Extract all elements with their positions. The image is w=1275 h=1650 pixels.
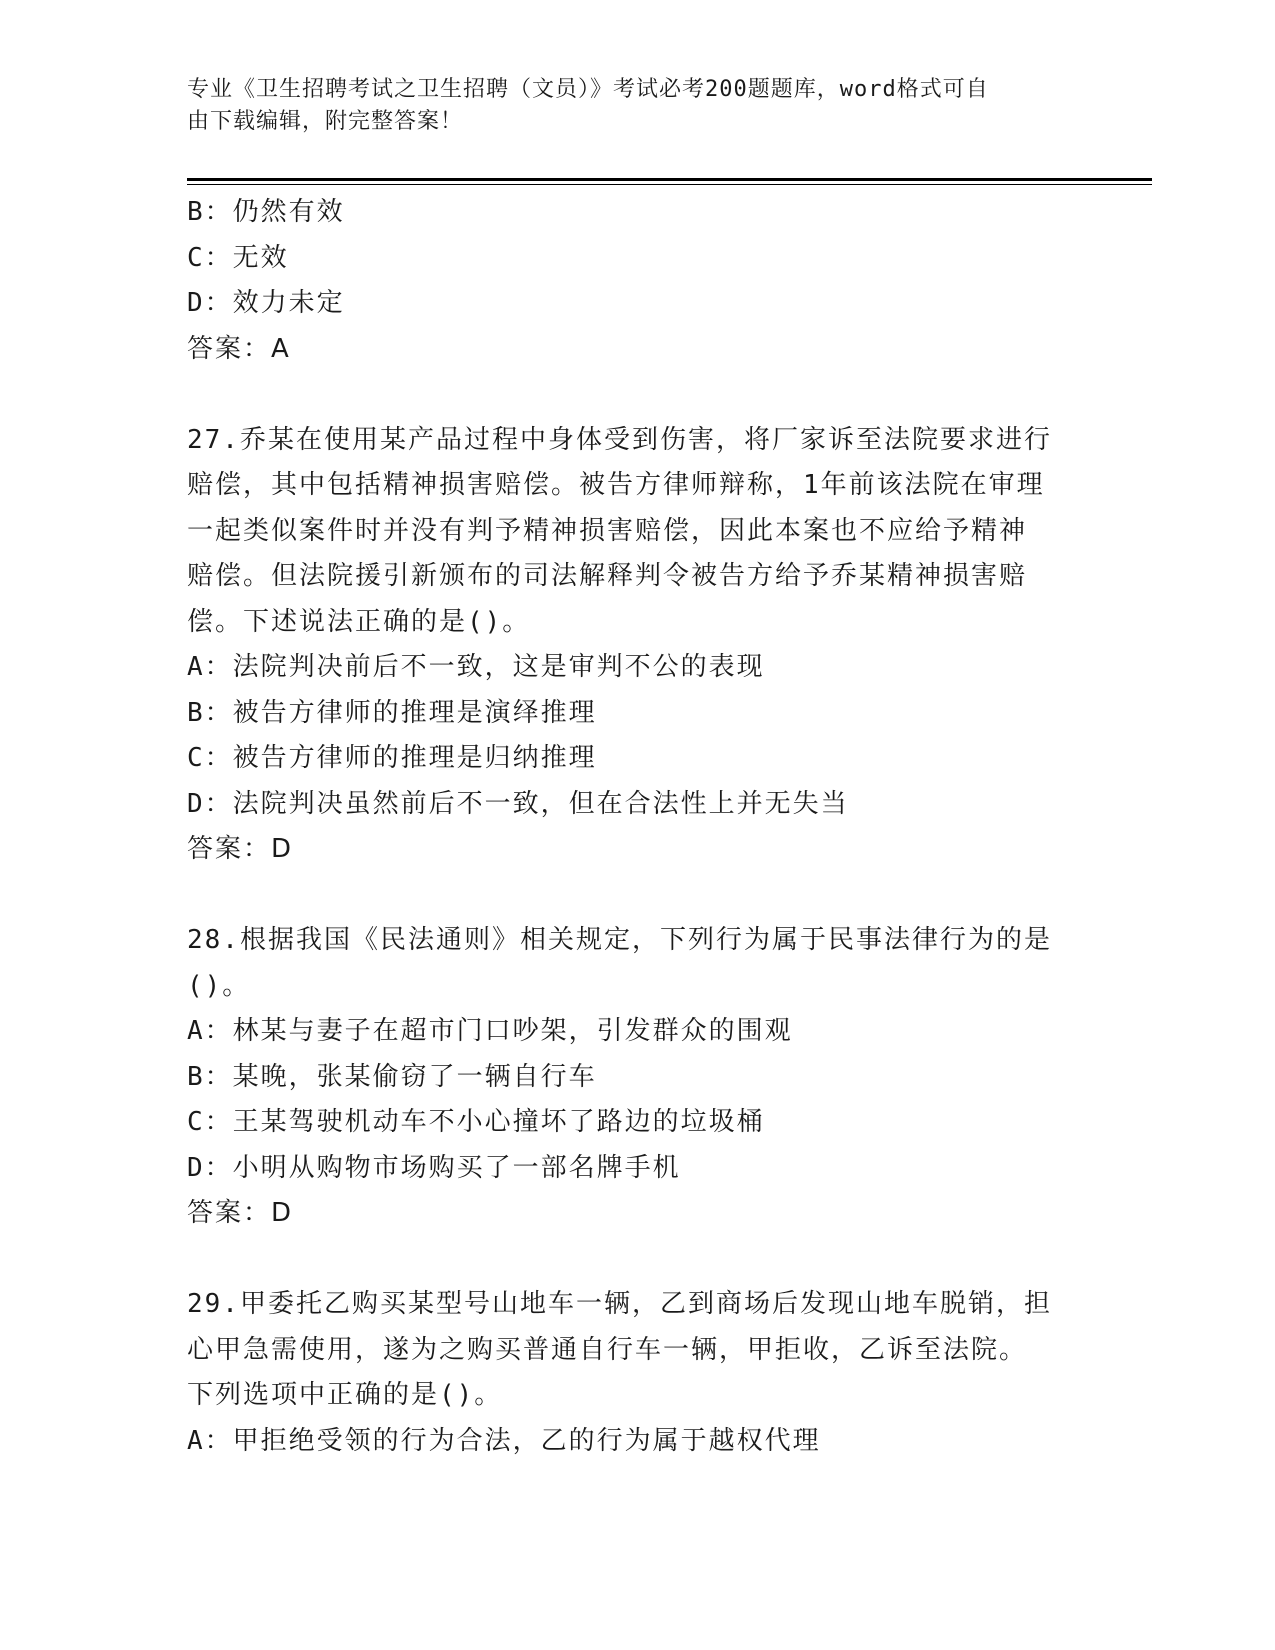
question-stem-line: 心甲急需使用，遂为之购买普通自行车一辆，甲拒收，乙诉至法院。 <box>187 1334 1028 1365</box>
option-c: C：王某驾驶机动车不小心撞坏了路边的垃圾桶 <box>187 1107 765 1137</box>
question-stem-line: 29.甲委托乙购买某型号山地车一辆，乙到商场后发现山地车脱销，担 <box>187 1289 1052 1319</box>
option-b: B：仍然有效 <box>187 197 345 227</box>
question-stem-line: 一起类似案件时并没有判予精神损害赔偿，因此本案也不应给予精神 <box>187 515 1028 546</box>
header-line-1: 专业《卫生招聘考试之卫生招聘（文员）》考试必考200题题库，word格式可自 <box>187 77 989 102</box>
answer-line: 答案：D <box>187 834 294 864</box>
header-line-2: 由下载编辑，附完整答案！ <box>187 109 464 134</box>
header-divider-thick <box>187 178 1152 181</box>
question-content <box>187 190 1087 1464</box>
question-stem-line: 27.乔某在使用某产品过程中身体受到伤害，将厂家诉至法院要求进行 <box>187 424 1052 455</box>
question-27 <box>187 418 1087 873</box>
question-stem-line: 下列选项中正确的是()。 <box>187 1380 503 1410</box>
question-stem-line: 28.根据我国《民法通则》相关规定，下列行为属于民事法律行为的是 <box>187 925 1052 955</box>
spacer <box>187 372 1087 418</box>
question-stem-line: 赔偿，其中包括精神损害赔偿。被告方律师辩称，1年前该法院在审理 <box>187 470 1045 500</box>
question-stem-line: 偿。下述说法正确的是()。 <box>187 606 531 637</box>
option-a: A：甲拒绝受领的行为合法，乙的行为属于越权代理 <box>187 1425 821 1456</box>
header-divider-thin <box>187 184 1152 185</box>
option-c: C：无效 <box>187 242 289 273</box>
question-stem-line: ()。 <box>187 970 251 1001</box>
spacer <box>187 873 1087 919</box>
option-a: A：林某与妻子在超市门口吵架，引发群众的围观 <box>187 1016 793 1046</box>
option-c: C：被告方律师的推理是归纳推理 <box>187 743 597 773</box>
answer-line: 答案：A <box>187 333 291 364</box>
answer-line: 答案：D <box>187 1198 294 1228</box>
question-29 <box>187 1282 1087 1464</box>
question-26-continuation <box>187 190 1087 372</box>
document-header <box>187 74 1067 138</box>
option-b: B：被告方律师的推理是演绎推理 <box>187 697 597 728</box>
option-d: D：小明从购物市场购买了一部名牌手机 <box>187 1152 681 1183</box>
option-d: D：效力未定 <box>187 288 345 318</box>
option-a: A：法院判决前后不一致，这是审判不公的表现 <box>187 652 765 682</box>
option-b: B：某晚，张某偷窃了一辆自行车 <box>187 1061 597 1092</box>
question-stem-line: 赔偿。但法院援引新颁布的司法解释判令被告方给予乔某精神损害赔 <box>187 561 1028 591</box>
option-d: D：法院判决虽然前后不一致，但在合法性上并无失当 <box>187 788 849 819</box>
question-28 <box>187 918 1087 1237</box>
spacer <box>187 1237 1087 1283</box>
